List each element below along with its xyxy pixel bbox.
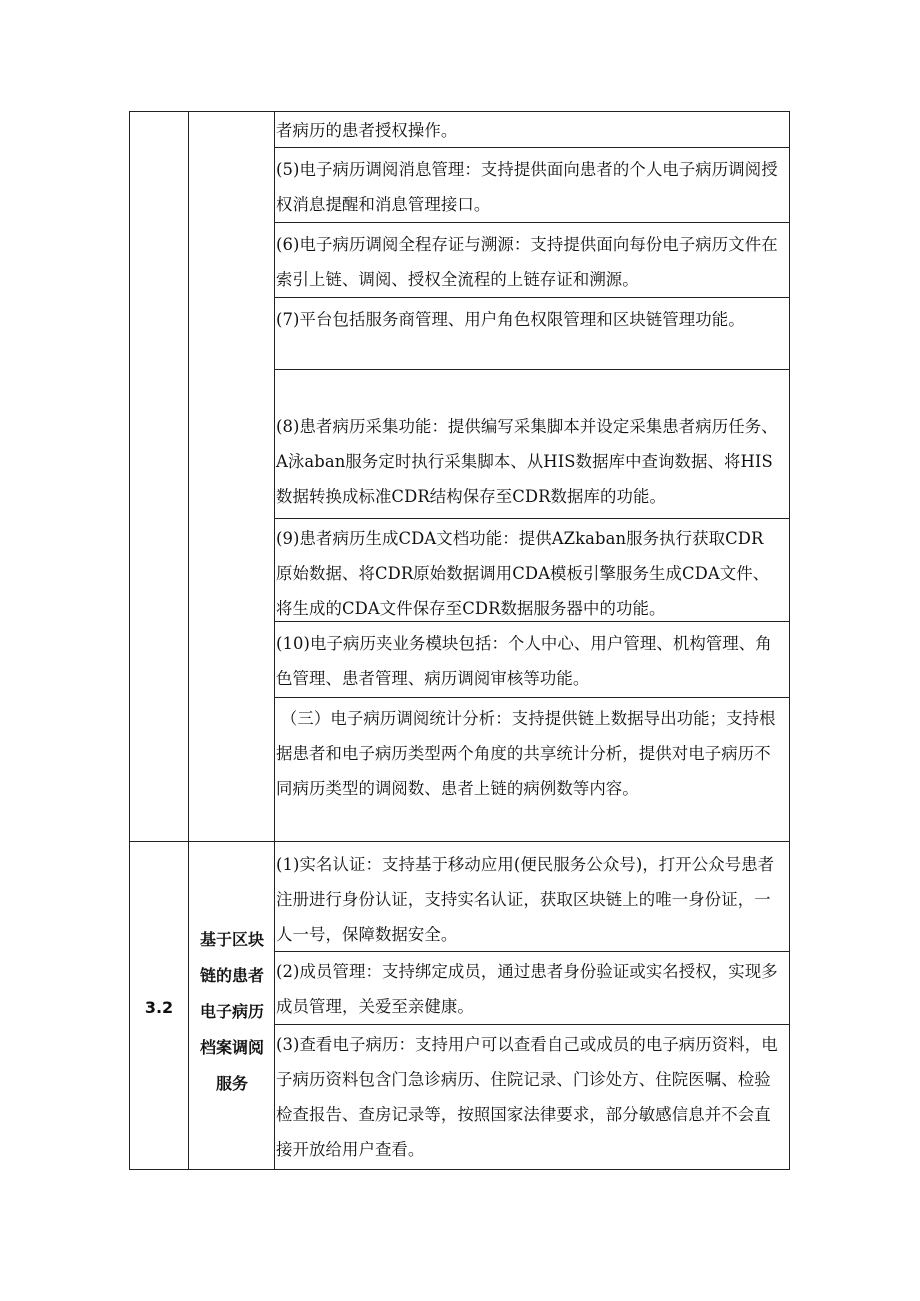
table-cell: (2)成员管理：支持绑定成员，通过患者身份验证或实名授权，实现多 成员管理，关爱至亲健康。 [276,962,778,1016]
table-cell: (9)患者病历生成CDA文档功能：提供AZkaban服务执行获取CDR 原始数据、将CDR原始数据调用CDA模板引擎服务生成CDA文件、 将生成的CDA文件保存至CDR数据服务器中的功能。 [276,529,770,618]
table-cell: (8)患者病历采集功能：提供编写采集脚本并设定采集患者病历任务、 A泳aban服务定时执行采集脚本、从HIS数据库中查询数据、将HIS 数据转换成标准CDR结构保存至CDR数据库的功能。 [276,417,778,506]
row-divider [274,222,789,223]
section-number: 3.2 [144,998,174,1017]
table-cell: (7)平台包括服务商管理、用户角色权限管理和区块链管理功能。 [276,310,745,329]
section-title-line: 链的患者 [199,966,264,985]
column-divider-1 [188,112,189,1169]
table-cell: (1)实名认证：支持基于移动应用(便民服务公众号)，打开公众号患者 注册进行身份认证，支持实名认证，获取区块链上的唯一身份证，一 人一号，保障数据安全。 [276,855,775,944]
table-cell: (5)电子病历调阅消息管理：支持提供面向患者的个人电子病历调阅授 权消息提醒和消息管理接口。 [276,160,778,214]
section-title [190,922,274,1102]
row-divider [274,518,789,519]
column-divider-2 [274,112,275,1169]
requirements-table [129,111,790,1170]
table-cell: （三）电子病历调阅统计分析：支持提供链上数据导出功能；支持根 据患者和电子病历类型两个角度的共享统计分析，提供对电子病历不 同病历类型的调阅数、患者上链的病例数等内容。 [276,709,776,798]
table-cell: (3)查看电子病历：支持用户可以查看自己或成员的电子病历资料，电 子病历资料包含门急诊病历、住院记录、门诊处方、住院医嘱、检验 检查报告、查房记录等，按照国家法律要求，部分敏感信息并不会直 接开放给用户查看。 [276,1035,778,1159]
section-title-line: 档案调阅 [199,1038,264,1057]
section-divider [130,841,789,842]
table-cell: (6)电子病历调阅全程存证与溯源：支持提供面向每份电子病历文件在 索引上链、调阅、授权全流程的上链存证和溯源。 [276,235,778,289]
section-title-line: 基于区块 [199,930,264,949]
table-cell: (10)电子病历夹业务模块包括：个人中心、用户管理、机构管理、角 色管理、患者管理、病历调阅审核等功能。 [276,634,772,688]
row-divider [274,697,789,698]
row-divider [274,297,789,298]
section-title-line: 电子病历 [199,1002,264,1021]
row-divider [274,1024,789,1025]
row-divider [274,369,789,370]
table-cell: 者病历的患者授权操作。 [276,121,458,140]
section-title-line: 服务 [215,1074,248,1093]
